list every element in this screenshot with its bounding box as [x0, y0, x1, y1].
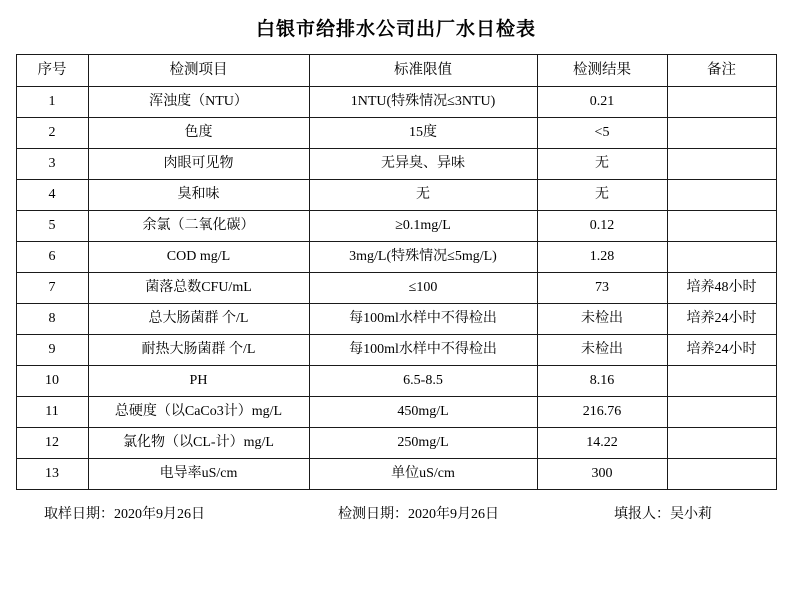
cell-result: 216.76 — [537, 397, 667, 428]
cell-remark — [667, 211, 776, 242]
cell-remark — [667, 397, 776, 428]
cell-result: 无 — [537, 180, 667, 211]
cell-no: 7 — [16, 273, 88, 304]
column-header-item: 检测项目 — [88, 55, 309, 87]
cell-remark — [667, 459, 776, 490]
table-row — [16, 428, 776, 459]
cell-limit: 无 — [309, 180, 537, 211]
cell-result: 8.16 — [537, 366, 667, 397]
cell-limit: 每100ml水样中不得检出 — [309, 304, 537, 335]
cell-result: 无 — [537, 149, 667, 180]
cell-remark: 培养24小时 — [667, 335, 776, 366]
cell-limit: 450mg/L — [309, 397, 537, 428]
cell-item: 臭和味 — [88, 180, 309, 211]
table-row — [16, 304, 776, 335]
cell-result: 未检出 — [537, 304, 667, 335]
cell-result: <5 — [537, 118, 667, 149]
cell-remark: 培养48小时 — [667, 273, 776, 304]
cell-remark — [667, 149, 776, 180]
table-row — [16, 180, 776, 211]
table-row — [16, 335, 776, 366]
cell-no: 13 — [16, 459, 88, 490]
table-row — [16, 211, 776, 242]
cell-no: 6 — [16, 242, 88, 273]
cell-remark: 培养24小时 — [667, 304, 776, 335]
cell-no: 3 — [16, 149, 88, 180]
table-row — [16, 149, 776, 180]
table-row — [16, 118, 776, 149]
cell-no: 10 — [16, 366, 88, 397]
cell-item: 余氯（二氧化碳） — [88, 211, 309, 242]
cell-limit: 单位uS/cm — [309, 459, 537, 490]
cell-item: 肉眼可见物 — [88, 149, 309, 180]
cell-result: 未检出 — [537, 335, 667, 366]
cell-no: 1 — [16, 87, 88, 118]
cell-no: 5 — [16, 211, 88, 242]
cell-limit: 15度 — [309, 118, 537, 149]
cell-remark — [667, 180, 776, 211]
water-quality-table — [16, 54, 777, 490]
cell-no: 9 — [16, 335, 88, 366]
cell-no: 11 — [16, 397, 88, 428]
cell-result: 1.28 — [537, 242, 667, 273]
cell-no: 12 — [16, 428, 88, 459]
cell-remark — [667, 242, 776, 273]
test-date: 检测日期：2020年9月26日 — [338, 507, 499, 522]
cell-no: 4 — [16, 180, 88, 211]
sample-date: 取样日期：2020年9月26日 — [44, 507, 205, 522]
table-row — [16, 242, 776, 273]
cell-remark — [667, 118, 776, 149]
table-row — [16, 273, 776, 304]
cell-item: PH — [88, 366, 309, 397]
cell-no: 2 — [16, 118, 88, 149]
cell-limit: 250mg/L — [309, 428, 537, 459]
cell-result: 0.12 — [537, 211, 667, 242]
filled-by: 填报人：吴小莉 — [614, 507, 712, 522]
footer — [16, 490, 776, 523]
cell-item: 菌落总数CFU/mL — [88, 273, 309, 304]
table-row — [16, 459, 776, 490]
table-header-row — [16, 55, 776, 87]
table-row — [16, 87, 776, 118]
column-header-remark: 备注 — [667, 55, 776, 87]
cell-item: COD mg/L — [88, 242, 309, 273]
cell-limit: 无异臭、异味 — [309, 149, 537, 180]
cell-remark — [667, 87, 776, 118]
cell-limit: 6.5-8.5 — [309, 366, 537, 397]
column-header-no: 序号 — [16, 55, 88, 87]
cell-limit: ≥0.1mg/L — [309, 211, 537, 242]
cell-item: 电导率uS/cm — [88, 459, 309, 490]
cell-item: 氯化物（以CL-计）mg/L — [88, 428, 309, 459]
cell-no: 8 — [16, 304, 88, 335]
page-title: 白银市给排水公司出厂水日检表 — [255, 19, 536, 40]
cell-result: 0.21 — [537, 87, 667, 118]
cell-result: 73 — [537, 273, 667, 304]
cell-item: 浑浊度（NTU） — [88, 87, 309, 118]
cell-limit: 每100ml水样中不得检出 — [309, 335, 537, 366]
cell-item: 总大肠菌群 个/L — [88, 304, 309, 335]
table-row — [16, 397, 776, 428]
cell-remark — [667, 428, 776, 459]
cell-result: 300 — [537, 459, 667, 490]
column-header-limit: 标准限值 — [309, 55, 537, 87]
cell-item: 总硬度（以CaCo3计）mg/L — [88, 397, 309, 428]
cell-limit: 1NTU(特殊情况≤3NTU) — [309, 87, 537, 118]
cell-limit: 3mg/L(特殊情况≤5mg/L) — [309, 242, 537, 273]
cell-result: 14.22 — [537, 428, 667, 459]
cell-remark — [667, 366, 776, 397]
cell-item: 耐热大肠菌群 个/L — [88, 335, 309, 366]
table-row — [16, 366, 776, 397]
cell-item: 色度 — [88, 118, 309, 149]
column-header-result: 检测结果 — [537, 55, 667, 87]
cell-limit: ≤100 — [309, 273, 537, 304]
